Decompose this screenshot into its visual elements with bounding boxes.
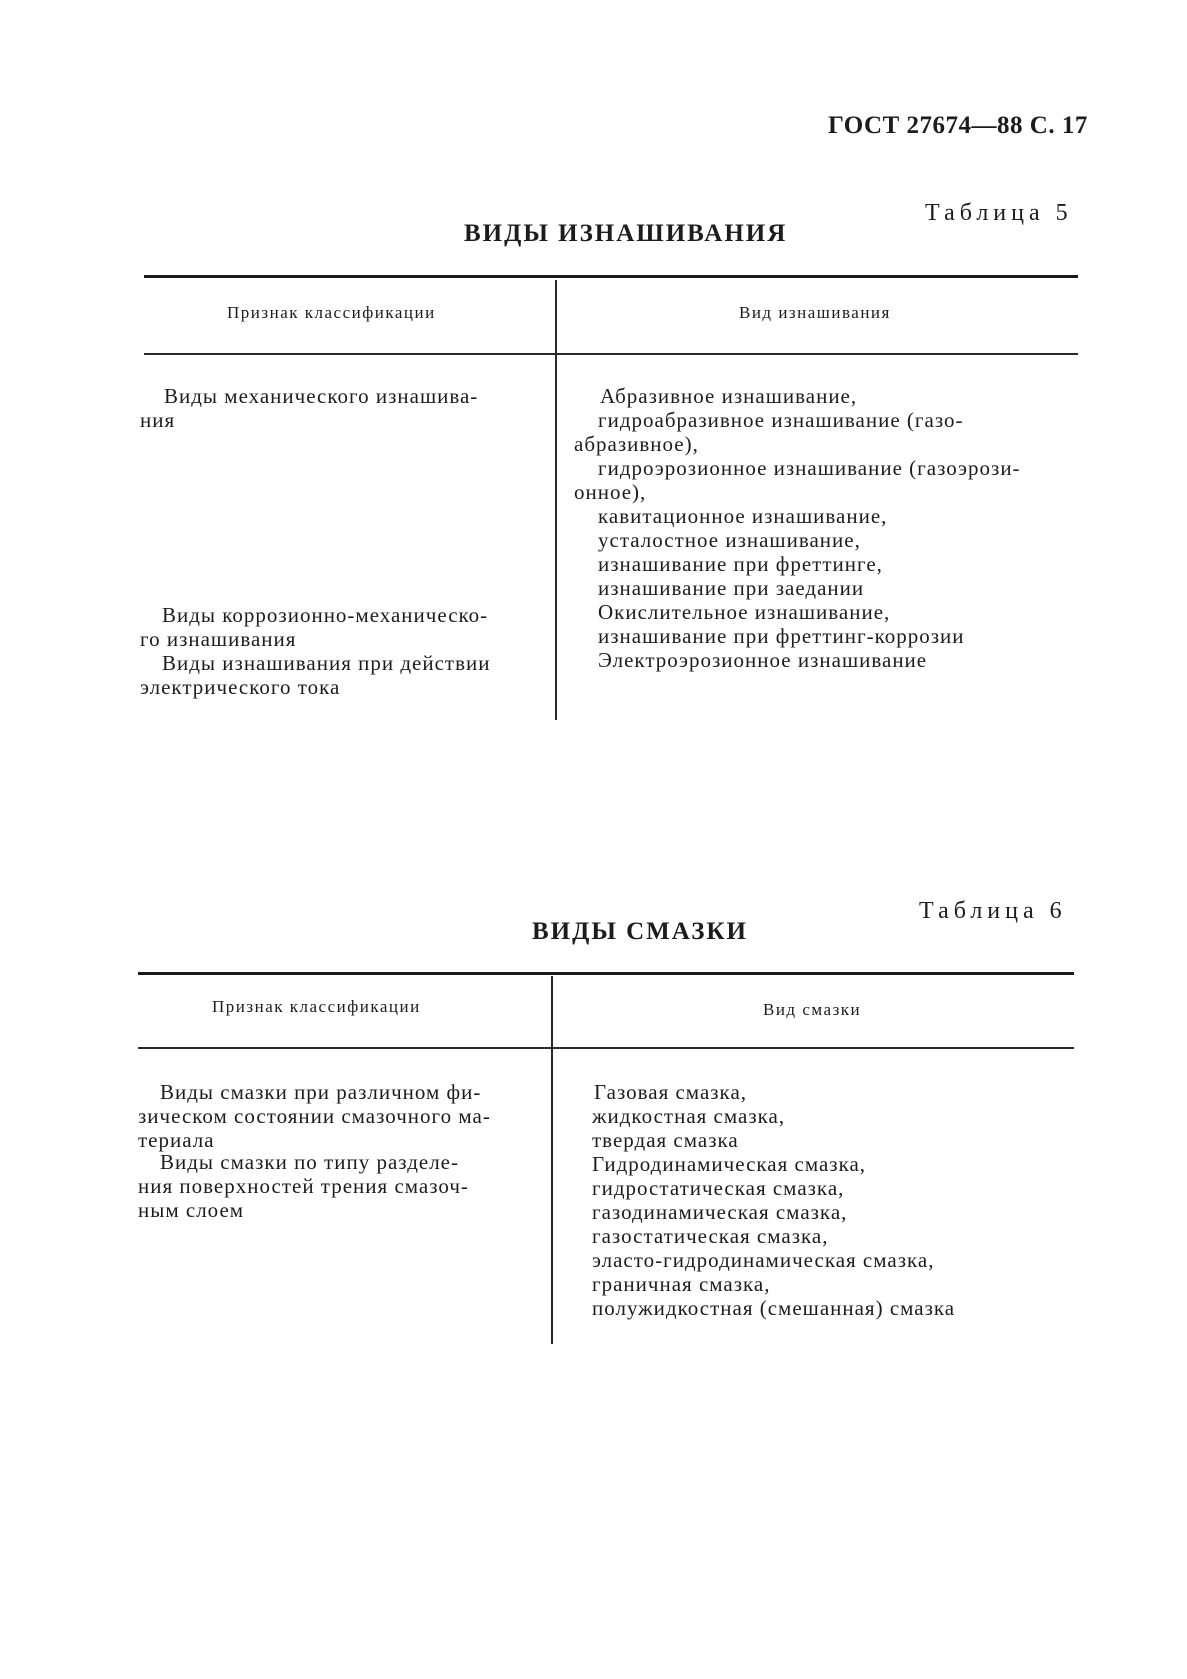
table5-left-line: го изнашивания — [140, 627, 297, 651]
table5-colhead-right: Вид изнашивания — [739, 303, 891, 322]
table5-left-group-3 — [140, 651, 540, 699]
table5-left-group-1 — [140, 384, 540, 432]
table6-left-line: ния поверхностей трения смазоч- — [138, 1174, 469, 1198]
table5-right-line: изнашивание при фреттинге, — [598, 552, 883, 576]
table6-right-line: газостатическая смазка, — [592, 1224, 829, 1248]
table6-header-rule — [138, 1047, 1074, 1049]
table5-left-group-2 — [140, 603, 540, 651]
table6-top-rule — [138, 972, 1074, 975]
table5-right-line: кавитационное изнашивание, — [598, 504, 888, 528]
table5-top-rule — [144, 275, 1078, 278]
table6-right-line: газодинамическая смазка, — [592, 1200, 848, 1224]
table6-right-line: граничная смазка, — [592, 1272, 771, 1296]
table6-right-line: жидкостная смазка, — [592, 1104, 786, 1128]
table5-left-line: электрического тока — [140, 675, 341, 699]
table5-label: Таблица 5 — [925, 200, 1073, 226]
table6-right-line: Газовая смазка, — [594, 1080, 748, 1104]
table5-header-rule — [144, 353, 1078, 355]
table5-colhead-left: Признак классификации — [227, 303, 436, 322]
table6-colhead-right: Вид смазки — [763, 1000, 862, 1019]
table6-right-list — [592, 1080, 1062, 1320]
table6-right-line: эласто-гидродинамическая смазка, — [592, 1248, 935, 1272]
table6-left-line: Виды смазки по типу разделе- — [160, 1150, 459, 1174]
table5-right-list — [574, 384, 1074, 672]
table6-column-divider — [551, 976, 553, 1344]
table5-right-line: Абразивное изнашивание, — [600, 384, 858, 408]
table6-right-line: полужидкостная (смешанная) смазка — [592, 1296, 956, 1320]
table5-right-line: абразивное), — [574, 432, 699, 456]
table5-right-line: Электроэрозионное изнашивание — [598, 648, 928, 672]
table5-right-line: гидроабразивное изнашивание (газо- — [598, 408, 964, 432]
table5-right-line: изнашивание при заедании — [598, 576, 865, 600]
table5-right-line: изнашивание при фреттинг-коррозии — [598, 624, 965, 648]
table6-left-line: зическом состоянии смазочного ма- — [138, 1104, 491, 1128]
table5-column-divider — [555, 280, 557, 720]
table6-left-line: териала — [138, 1128, 215, 1152]
table6-left-group-1 — [138, 1080, 538, 1152]
table5-left-line: Виды механического изнашива- — [164, 384, 479, 408]
table6-right-line: гидростатическая смазка, — [592, 1176, 845, 1200]
table6-left-line: Виды смазки при различном фи- — [160, 1080, 482, 1104]
table5-left-line: Виды коррозионно-механическо- — [162, 603, 489, 627]
table6-left-group-2 — [138, 1150, 538, 1222]
table5-right-line: Окислительное изнашивание, — [598, 600, 891, 624]
table5-right-line: усталостное изнашивание, — [598, 528, 861, 552]
table6-right-line: твердая смазка — [592, 1128, 739, 1152]
table5-title: ВИДЫ ИЗНАШИВАНИЯ — [464, 220, 788, 247]
table6-label: Таблица 6 — [919, 898, 1067, 924]
table6-left-line: ным слоем — [138, 1198, 245, 1222]
running-head: ГОСТ 27674—88 С. 17 — [828, 112, 1088, 139]
table6-colhead-left: Признак классификации — [212, 997, 421, 1016]
table6-title: ВИДЫ СМАЗКИ — [532, 918, 748, 945]
table5-left-line: Виды изнашивания при действии — [162, 651, 491, 675]
table6-right-line: Гидродинамическая смазка, — [592, 1152, 867, 1176]
table5-right-line: гидроэрозионное изнашивание (газоэрози- — [598, 456, 1021, 480]
table5-left-line: ния — [140, 408, 176, 432]
table5-right-line: онное), — [574, 480, 647, 504]
